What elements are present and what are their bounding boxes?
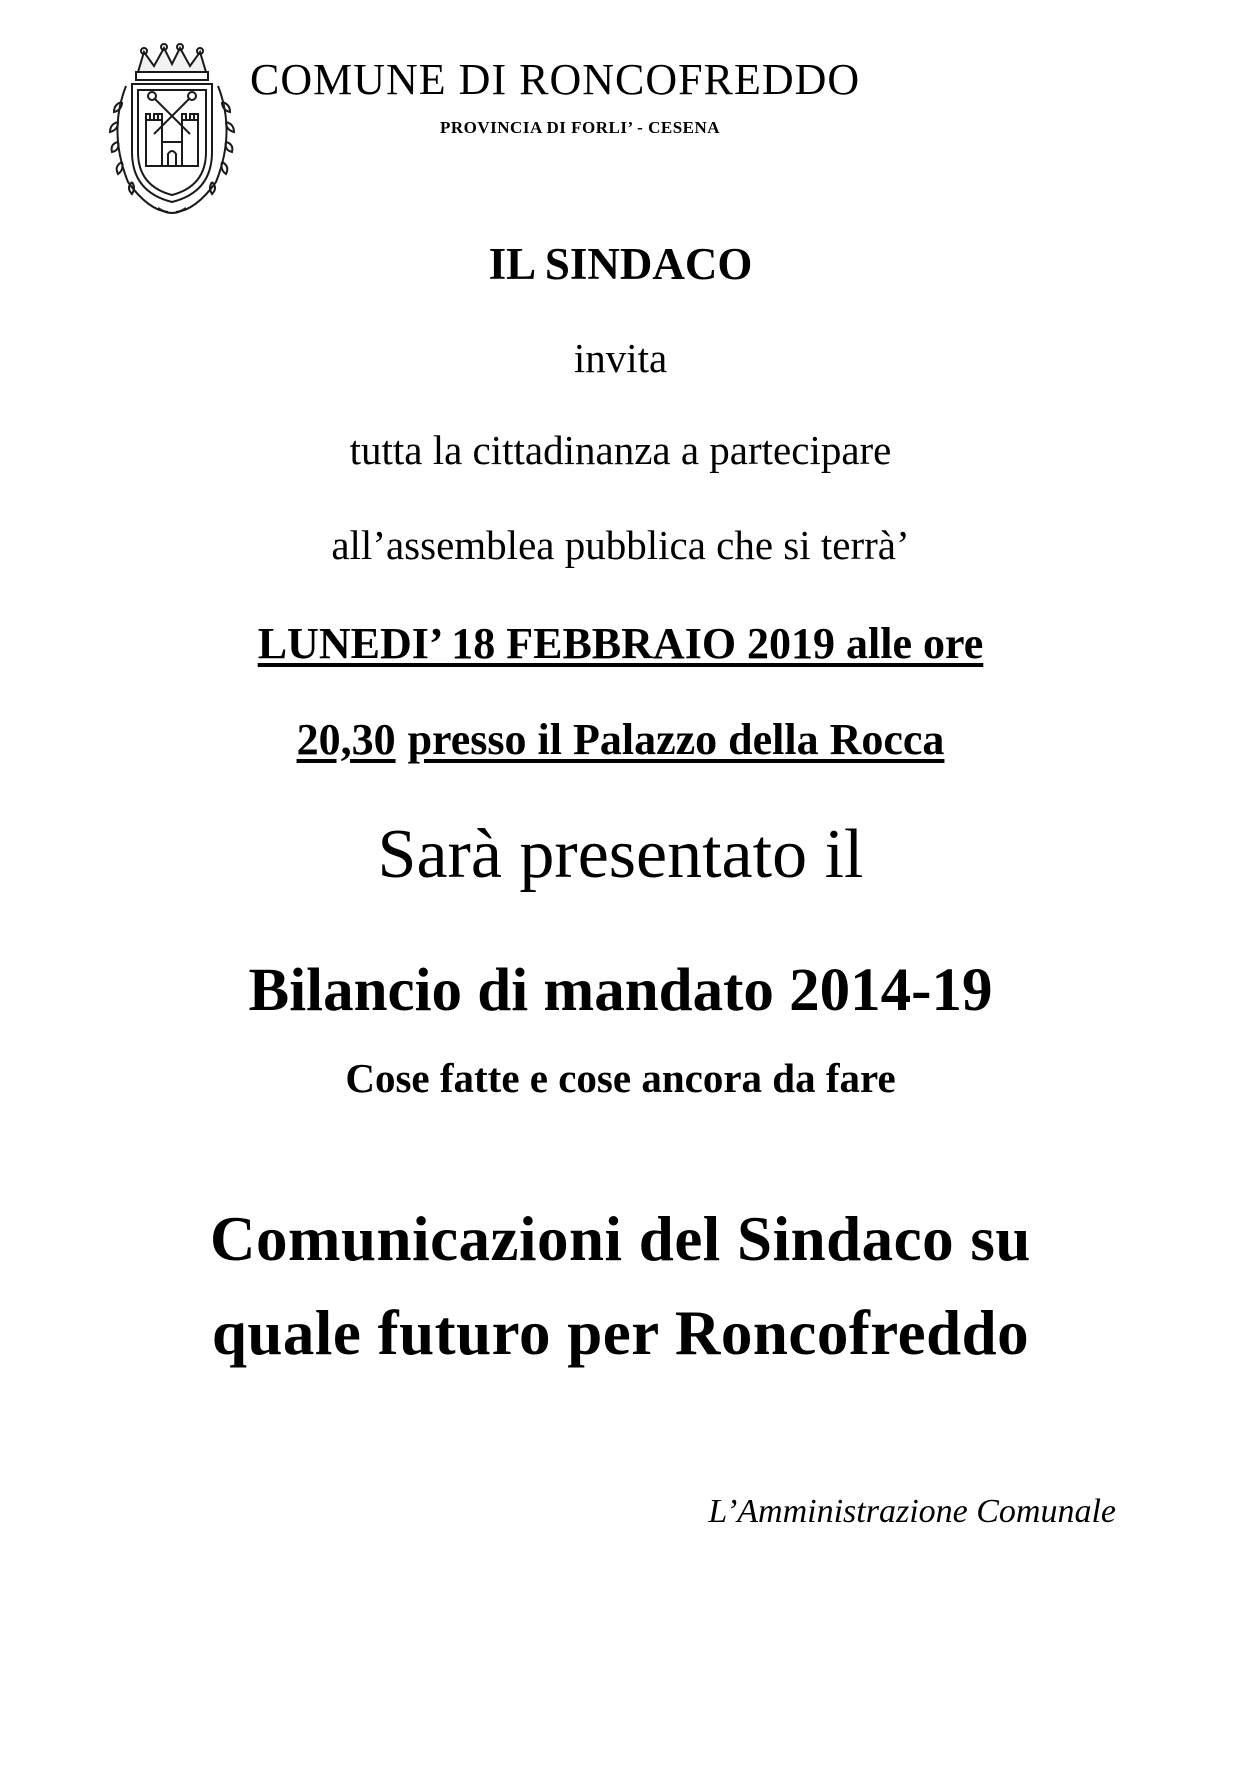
signature: L’Amministrazione Comunale xyxy=(708,1493,1116,1530)
coat-of-arms-icon xyxy=(98,42,246,218)
communications-line-1: Comunicazioni del Sindaco su xyxy=(210,1204,1031,1274)
event-time-venue xyxy=(0,715,1241,764)
presented-text: Sarà presentato il xyxy=(377,816,864,893)
report-title: Bilancio di mandato 2014-19 xyxy=(248,957,993,1024)
citizens-text: tutta la cittadinanza a partecipare xyxy=(349,427,892,473)
invite-text: invita xyxy=(573,335,668,381)
report-subtitle: Cose fatte e cose ancora da fare xyxy=(345,1055,896,1101)
event-date xyxy=(0,619,1241,668)
communications-line-2: quale futuro per Roncofreddo xyxy=(211,1298,1030,1368)
event-time: 20,30 xyxy=(296,715,396,764)
municipality-title: COMUNE DI RONCOFREDDO xyxy=(250,55,861,104)
province-subtitle: PROVINCIA DI FORLI’ - CESENA xyxy=(440,118,721,137)
event-venue: presso il Palazzo della Rocca xyxy=(407,715,945,764)
assembly-text: all’assemblea pubblica che si terrà’ xyxy=(331,522,910,568)
event-date-text: LUNEDI’ 18 FEBBRAIO 2019 alle ore xyxy=(257,619,984,668)
notice-heading: IL SINDACO xyxy=(488,239,753,289)
